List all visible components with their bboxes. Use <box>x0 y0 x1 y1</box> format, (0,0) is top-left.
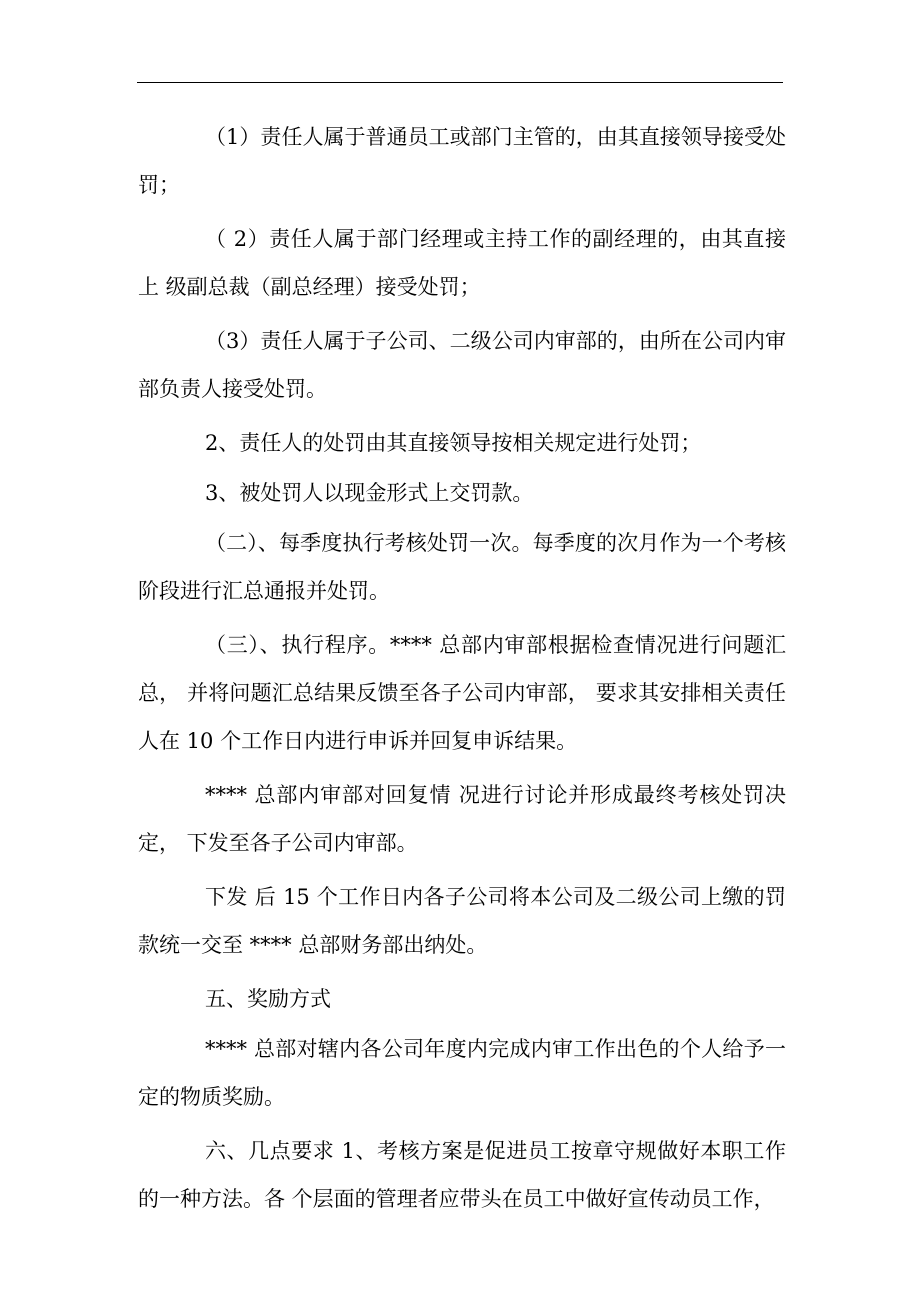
paragraph-7: （三）、执行程序。**** 总部内审部根据检查情况进行问题汇总， 并将问题汇总结果反馈至各子公司内审部， 要求其安排相关责任人在 10 个工作日内进行申诉并回复申诉结果。 <box>138 633 786 753</box>
paragraph-8: **** 总部内审部对回复情 况进行讨论并形成最终考核处罚决定， 下发至各子公司内审部。 <box>138 783 786 855</box>
document-body <box>138 113 793 1229</box>
paragraph-5: 3、被处罚人以现金形式上交罚款。 <box>205 481 534 505</box>
paragraph-6: （二）、每季度执行考核处罚一次。每季度的次月作为一个考核 阶段进行汇总通报并处罚。 <box>138 531 793 603</box>
paragraph-12: 六、几点要求 1、考核方案是促进员工按章守规做好本职工作的一种方法。各 个层面的管理者应带头在员工中做好宣传动员工作， <box>138 1139 786 1211</box>
header-rule <box>137 82 783 83</box>
paragraph-1: （1）责任人属于普通员工或部门主管的，由其直接领导接受处 罚； <box>138 125 793 197</box>
paragraph-3: （3）责任人属于子公司、二级公司内审部的，由所在公司内审 部负责人接受处罚。 <box>138 329 793 401</box>
paragraph-2: （ 2）责任人属于部门经理或主持工作的副经理的，由其直接上 级副总裁（副总经理）接受处罚； <box>138 227 786 299</box>
section-heading-reward: 五、奖励方式 <box>205 987 331 1011</box>
paragraph-9: 下发 后 15 个工作日内各子公司将本公司及二级公司上缴的罚款统一交至 **** 总部财务部出纳处。 <box>138 885 786 957</box>
paragraph-11: **** 总部对辖内各公司年度内完成内审工作出色的个人给予一 定的物质奖励。 <box>138 1037 793 1109</box>
paragraph-4: 2、责任人的处罚由其直接领导按相关规定进行处罚； <box>205 431 702 455</box>
